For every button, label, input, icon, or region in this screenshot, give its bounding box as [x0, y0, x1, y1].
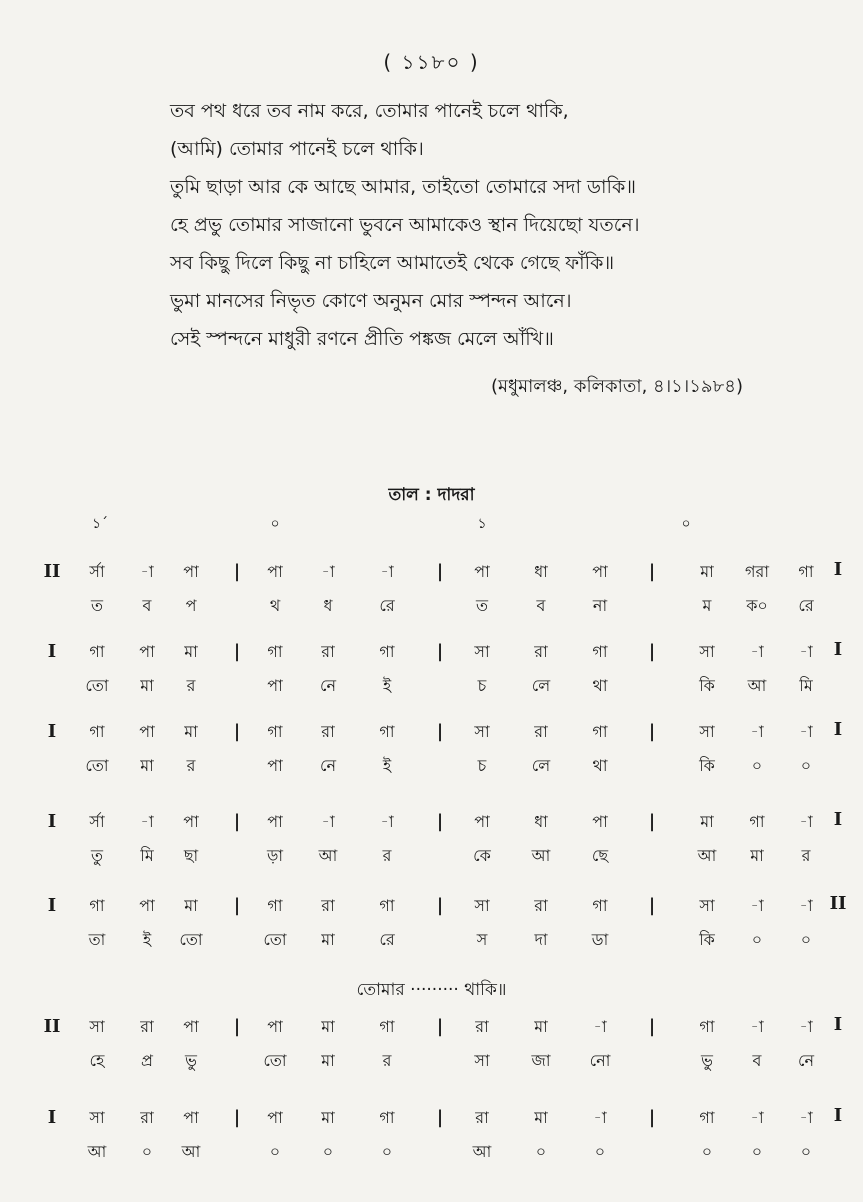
lyric-syllable: মা: [750, 846, 764, 865]
row-start-bar: I: [47, 1107, 57, 1128]
swara-note: -া: [750, 722, 764, 741]
swara-note: -া: [321, 562, 335, 581]
swara-note: পা: [267, 812, 283, 831]
lyric-syllable: আ: [747, 676, 767, 695]
lyric-syllable: রে: [798, 596, 814, 615]
swara-note: রা: [321, 896, 335, 915]
lyric-syllable: হে: [89, 1051, 105, 1070]
row-end-bar: I: [833, 809, 843, 830]
beat-divider: |: [436, 641, 444, 662]
lyric-syllable: তো: [85, 756, 109, 775]
lyric-syllable: ত: [90, 596, 104, 615]
swara-note: রা: [321, 642, 335, 661]
lyric-syllable: তো: [179, 930, 203, 949]
swara-note: -া: [799, 812, 813, 831]
swara-note: গা: [699, 1108, 715, 1127]
lyric-syllable: না: [592, 596, 608, 615]
lyric-syllable: ছে: [591, 846, 609, 865]
swara-note: পা: [592, 562, 608, 581]
lyric-syllable: ০: [381, 1142, 393, 1161]
swara-note: পা: [183, 1108, 199, 1127]
lyric-syllable: ০: [701, 1142, 713, 1161]
row-start-bar: I: [47, 721, 57, 742]
beat-divider: |: [436, 561, 444, 582]
beat-divider: |: [648, 721, 656, 742]
notation-grid: [0, 510, 863, 1202]
swara-note: রা: [140, 1108, 154, 1127]
lyric-syllable: ০: [535, 1142, 547, 1161]
swara-note: পা: [183, 812, 199, 831]
lyric-syllable: নো: [589, 1051, 611, 1070]
swara-note: পা: [474, 812, 490, 831]
beat-mark: ০: [270, 516, 280, 532]
lyric-syllable: মি: [140, 846, 154, 865]
lyric-syllable: ডা: [591, 930, 609, 949]
swara-note: সা: [474, 642, 490, 661]
swara-note: সা: [474, 722, 490, 741]
lyric-syllable: ভু: [701, 1051, 713, 1070]
beat-divider: |: [648, 1107, 656, 1128]
lyric-syllable: ০: [751, 756, 763, 775]
lyric-syllable: ছা: [183, 846, 199, 865]
lyric-syllable: তো: [263, 930, 287, 949]
lyric-syllable: ধ: [323, 596, 333, 615]
lyric-syllable: ই: [142, 930, 152, 949]
swara-note: গা: [267, 896, 283, 915]
swara-note: গা: [798, 562, 814, 581]
beat-divider: |: [436, 1016, 444, 1037]
swara-note: র্সা: [89, 562, 105, 581]
swara-note: সা: [699, 722, 715, 741]
lyric-syllable: নে: [319, 676, 337, 695]
beat-divider: |: [436, 1107, 444, 1128]
beat-divider: |: [648, 561, 656, 582]
swara-note: পা: [183, 1017, 199, 1036]
swara-note: গা: [89, 896, 105, 915]
beat-divider: |: [648, 641, 656, 662]
beat-divider: |: [233, 811, 241, 832]
lyric-syllable: থ: [269, 596, 281, 615]
beat-divider: |: [436, 811, 444, 832]
lyric-syllable: পা: [267, 756, 283, 775]
swara-note: -া: [750, 896, 764, 915]
lyric-syllable: স: [476, 930, 488, 949]
row-end-bar: I: [833, 1105, 843, 1126]
lyric-syllable: ব: [142, 596, 152, 615]
swara-note: গা: [89, 722, 105, 741]
lyric-syllable: থা: [592, 756, 608, 775]
beat-mark: ১: [477, 516, 487, 532]
swara-note: গা: [89, 642, 105, 661]
lyric-syllable: নে: [797, 1051, 815, 1070]
swara-note: পা: [183, 562, 199, 581]
swara-note: গরা: [745, 562, 769, 581]
lyric-syllable: ভু: [185, 1051, 197, 1070]
beat-divider: |: [648, 1016, 656, 1037]
lyric-syllable: কে: [473, 846, 491, 865]
swara-note: মা: [321, 1108, 335, 1127]
lyric-syllable: তো: [85, 676, 109, 695]
swara-note: -া: [750, 1108, 764, 1127]
lyric-syllable: র: [382, 1051, 392, 1070]
swara-note: গা: [379, 642, 395, 661]
refrain-note: তোমার ········· থাকি॥: [356, 980, 507, 1000]
lyric-syllable: প: [185, 596, 197, 615]
swara-note: -া: [380, 812, 394, 831]
row-end-bar: I: [833, 559, 843, 580]
swara-note: র্সা: [89, 812, 105, 831]
swara-note: -া: [593, 1108, 607, 1127]
swara-note: রা: [321, 722, 335, 741]
swara-note: রা: [140, 1017, 154, 1036]
swara-note: রা: [534, 642, 548, 661]
swara-note: মা: [534, 1017, 548, 1036]
lyric-syllable: র: [186, 676, 196, 695]
swara-note: পা: [267, 562, 283, 581]
swara-note: পা: [139, 642, 155, 661]
swara-note: রা: [475, 1017, 489, 1036]
row-start-bar: II: [43, 1016, 61, 1037]
swara-note: গা: [379, 722, 395, 741]
swara-note: -া: [750, 642, 764, 661]
lyric-syllable: কি: [699, 756, 715, 775]
swara-note: -া: [750, 1017, 764, 1036]
swara-note: -া: [593, 1017, 607, 1036]
beat-divider: |: [436, 721, 444, 742]
lyric-syllable: র: [801, 846, 811, 865]
lyric-syllable: ০: [751, 1142, 763, 1161]
lyric-syllable: মা: [140, 676, 154, 695]
lyric-syllable: মা: [321, 1051, 335, 1070]
lyric-syllable: ত: [475, 596, 489, 615]
row-start-bar: II: [43, 561, 61, 582]
lyric-syllable: ই: [382, 676, 392, 695]
page-number: ( ১১৮০ ): [383, 50, 480, 74]
lyric-syllable: ই: [382, 756, 392, 775]
lyric-syllable: জা: [531, 1051, 551, 1070]
lyric-syllable: রে: [379, 596, 395, 615]
lyric-syllable: ০: [322, 1142, 334, 1161]
beat-divider: |: [233, 1016, 241, 1037]
lyric-syllable: লে: [531, 756, 551, 775]
swara-note: পা: [267, 1108, 283, 1127]
beat-divider: |: [233, 561, 241, 582]
lyric-syllable: তা: [88, 930, 106, 949]
lyric-line: হে প্রভু তোমার সাজানো ভুবনে আমাকেও স্থান দিয়েছো যতনে।: [170, 214, 640, 236]
swara-note: মা: [184, 896, 198, 915]
swara-note: সা: [89, 1108, 105, 1127]
beat-divider: |: [233, 895, 241, 916]
swara-note: সা: [474, 896, 490, 915]
lyric-syllable: আ: [697, 846, 717, 865]
lyric-syllable: তু: [90, 846, 104, 865]
lyric-syllable: দা: [534, 930, 548, 949]
lyric-line: সব কিছু দিলে কিছু না চাহিলে আমাতেই থেকে গেছে ফাঁকি॥: [170, 252, 615, 274]
row-end-bar: I: [833, 1014, 843, 1035]
swara-note: -া: [799, 642, 813, 661]
lyric-syllable: থা: [592, 676, 608, 695]
swara-note: ধা: [534, 812, 548, 831]
swara-note: পা: [139, 896, 155, 915]
lyrics-block: [170, 92, 810, 358]
swara-note: -া: [799, 896, 813, 915]
swara-note: ধা: [534, 562, 548, 581]
swara-note: মা: [534, 1108, 548, 1127]
swara-note: মা: [700, 812, 714, 831]
beat-divider: |: [233, 1107, 241, 1128]
lyric-syllable: মা: [321, 930, 335, 949]
swara-note: মা: [184, 642, 198, 661]
swara-note: মা: [700, 562, 714, 581]
swara-note: রা: [534, 722, 548, 741]
credit-line: (মধুমালঞ্চ, কলিকাতা, ৪।১।১৯৮৪): [490, 376, 743, 397]
lyric-syllable: কি: [699, 930, 715, 949]
swara-note: গা: [267, 642, 283, 661]
lyric-syllable: পা: [267, 676, 283, 695]
lyric-syllable: রে: [379, 930, 395, 949]
swara-note: গা: [267, 722, 283, 741]
lyric-syllable: মি: [799, 676, 813, 695]
lyric-syllable: আ: [531, 846, 551, 865]
swara-note: -া: [321, 812, 335, 831]
swara-note: গা: [592, 642, 608, 661]
lyric-syllable: ০: [800, 1142, 812, 1161]
beat-divider: |: [436, 895, 444, 916]
lyric-syllable: লে: [531, 676, 551, 695]
lyric-syllable: ব: [536, 596, 546, 615]
lyric-syllable: ০: [800, 756, 812, 775]
lyric-syllable: আ: [181, 1142, 201, 1161]
swara-note: গা: [379, 1108, 395, 1127]
swara-note: সা: [699, 642, 715, 661]
lyric-syllable: ০: [269, 1142, 281, 1161]
swara-note: রা: [475, 1108, 489, 1127]
lyric-line: (আমি) তোমার পানেই চলে থাকি।: [170, 138, 424, 160]
lyric-syllable: র: [186, 756, 196, 775]
row-start-bar: I: [47, 811, 57, 832]
lyric-line: তুমি ছাড়া আর কে আছে আমার, তাইতো তোমারে সদা ডাকি॥: [170, 176, 637, 198]
lyric-syllable: আ: [87, 1142, 107, 1161]
lyric-syllable: প্র: [141, 1051, 153, 1070]
lyric-syllable: নে: [319, 756, 337, 775]
swara-note: গা: [592, 896, 608, 915]
beat-mark: ১´: [91, 516, 109, 532]
swara-note: সা: [699, 896, 715, 915]
lyric-syllable: তো: [263, 1051, 287, 1070]
lyric-syllable: ম: [702, 596, 712, 615]
swara-note: সা: [89, 1017, 105, 1036]
row-end-bar: II: [829, 893, 847, 914]
lyric-syllable: সা: [474, 1051, 490, 1070]
swara-note: গা: [379, 1017, 395, 1036]
lyric-syllable: ০: [594, 1142, 606, 1161]
lyric-syllable: ড়া: [266, 846, 284, 865]
swara-note: -া: [380, 562, 394, 581]
row-start-bar: I: [47, 641, 57, 662]
swara-note: পা: [267, 1017, 283, 1036]
row-end-bar: I: [833, 719, 843, 740]
beat-divider: |: [233, 641, 241, 662]
swara-note: পা: [474, 562, 490, 581]
swara-note: রা: [534, 896, 548, 915]
swara-note: গা: [592, 722, 608, 741]
swara-note: -া: [799, 1108, 813, 1127]
swara-note: পা: [139, 722, 155, 741]
swara-note: গা: [749, 812, 765, 831]
lyric-syllable: ০: [800, 930, 812, 949]
row-start-bar: I: [47, 895, 57, 916]
beat-divider: |: [648, 811, 656, 832]
lyric-syllable: ব: [752, 1051, 762, 1070]
beat-divider: |: [233, 721, 241, 742]
row-end-bar: I: [833, 639, 843, 660]
swara-note: মা: [321, 1017, 335, 1036]
lyric-syllable: ০: [751, 930, 763, 949]
lyric-syllable: আ: [318, 846, 338, 865]
lyric-syllable: চ: [477, 756, 487, 775]
lyric-syllable: মা: [140, 756, 154, 775]
lyric-syllable: ক০: [746, 596, 768, 615]
lyric-syllable: চ: [477, 676, 487, 695]
swara-note: -া: [799, 1017, 813, 1036]
swara-note: -া: [799, 722, 813, 741]
swara-note: গা: [379, 896, 395, 915]
beat-divider: |: [648, 895, 656, 916]
lyric-line: ভুমা মানসের নিভৃত কোণে অনুমন মোর স্পন্দন আনে।: [170, 290, 572, 312]
lyric-syllable: র: [382, 846, 392, 865]
lyric-syllable: আ: [472, 1142, 492, 1161]
swara-note: মা: [184, 722, 198, 741]
taal-heading: তাল : দাদরা: [388, 485, 475, 505]
swara-note: গা: [699, 1017, 715, 1036]
swara-note: পা: [592, 812, 608, 831]
lyric-syllable: ০: [141, 1142, 153, 1161]
beat-mark: ০: [681, 516, 691, 532]
lyric-syllable: কি: [699, 676, 715, 695]
swara-note: -া: [140, 562, 154, 581]
lyric-line: তব পথ ধরে তব নাম করে, তোমার পানেই চলে থাকি,: [170, 100, 569, 122]
swara-note: -া: [140, 812, 154, 831]
lyric-line: সেই স্পন্দনে মাধুরী রণনে প্রীতি পঙ্কজ মেলে আঁখি॥: [170, 328, 554, 350]
